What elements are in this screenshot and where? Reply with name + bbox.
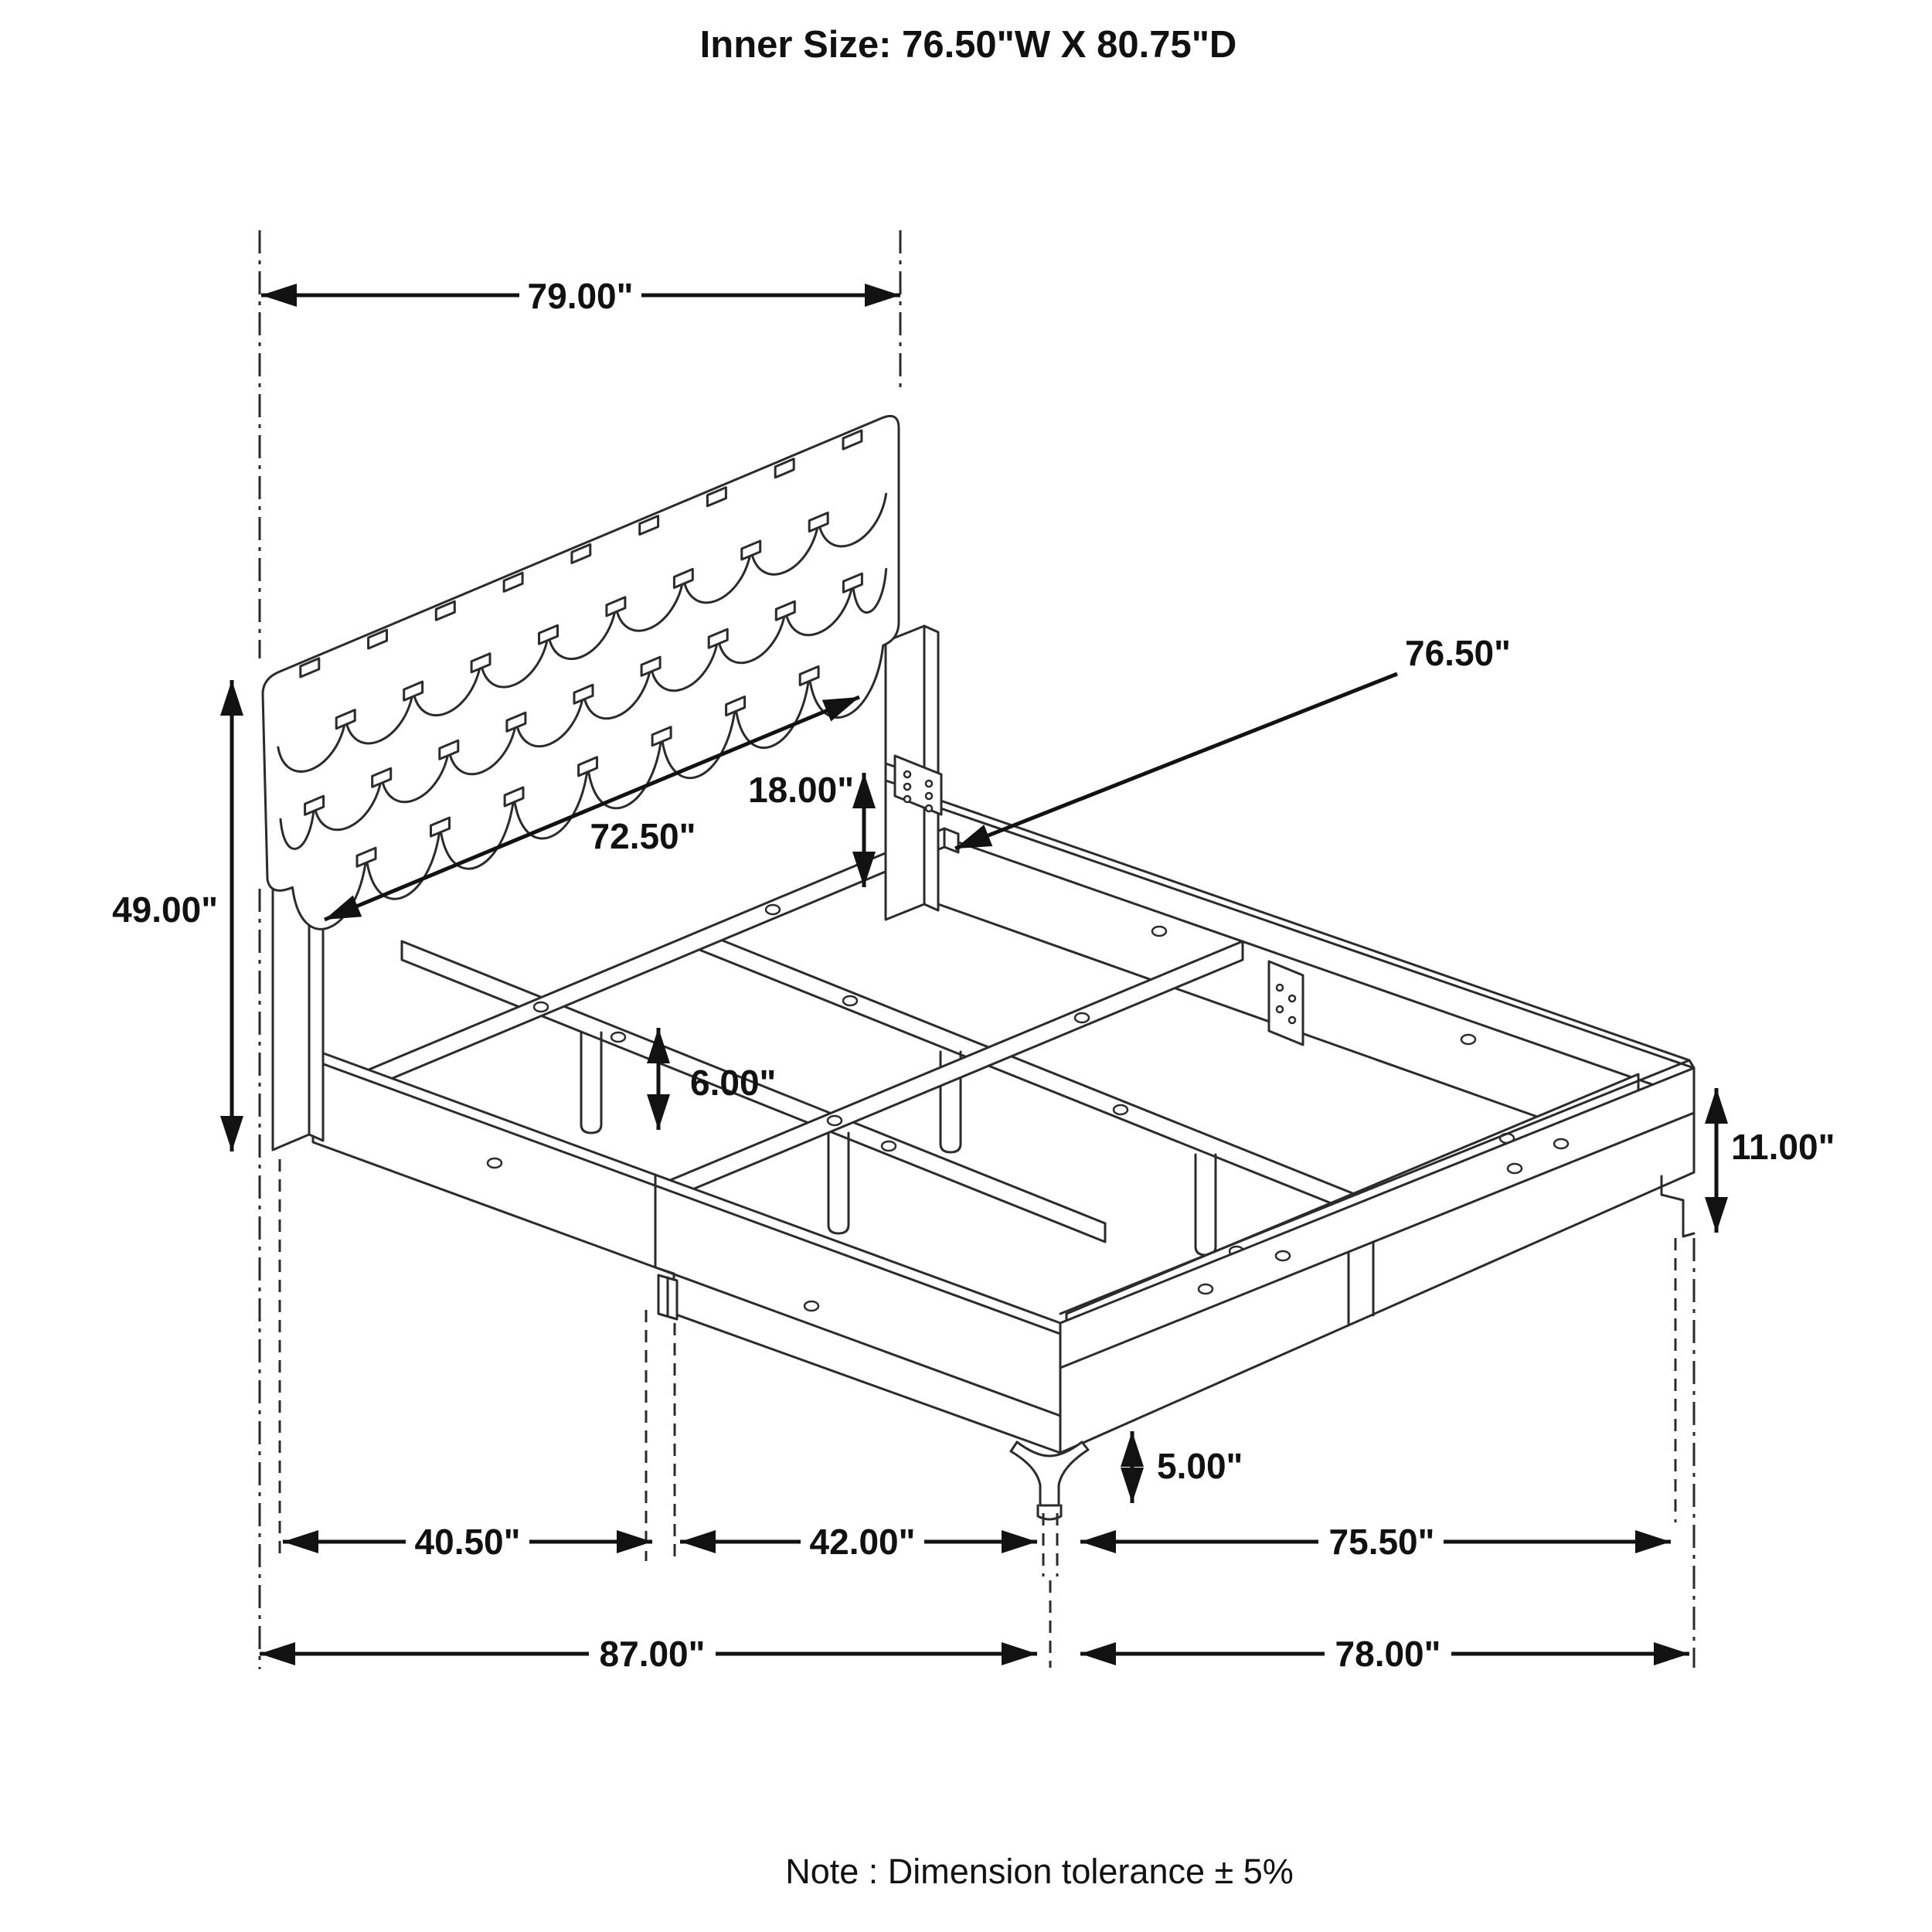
mid-corner-leg-bracket: [658, 1275, 677, 1319]
dim-label-foot-section: 75.50": [1328, 1522, 1435, 1562]
dimension-labels: [112, 24, 1835, 1891]
dim-label-depth-foot: 78.00": [1335, 1634, 1441, 1674]
dim-label-inner-width: 76.50": [1405, 633, 1511, 673]
dim-label-foot-leg: 5.00": [1157, 1446, 1243, 1486]
dim-label-headboard-panel-width: 72.50": [590, 816, 696, 856]
headboard-tufting: [263, 416, 899, 929]
diagram-title: Inner Size: 76.50"W X 80.75"D: [699, 24, 1237, 66]
front-metal-leg: [1011, 1442, 1088, 1519]
dim-label-head-section: 40.50": [414, 1522, 521, 1562]
dim-label-center-leg: 6.00": [690, 1063, 777, 1103]
dim-label-overall-width: 79.00": [527, 276, 634, 316]
dim-label-drawer-section: 42.00": [809, 1522, 916, 1562]
center-bracket-plate: [1269, 961, 1303, 1045]
dim-label-headboard-post: 18.00": [748, 770, 854, 810]
dim-label-headboard-height: 49.00": [112, 889, 218, 930]
tolerance-note: Note : Dimension tolerance ± 5%: [785, 1852, 1294, 1891]
near-face: [313, 1049, 1060, 1453]
dim-label-side-rail-height: 11.00": [1731, 1127, 1835, 1167]
support-leg: [828, 1133, 849, 1233]
support-leg: [581, 1032, 601, 1133]
support-leg: [1196, 1155, 1216, 1255]
reference-lines: [260, 230, 1694, 1669]
dim-label-depth-head: 87.00": [599, 1634, 706, 1674]
